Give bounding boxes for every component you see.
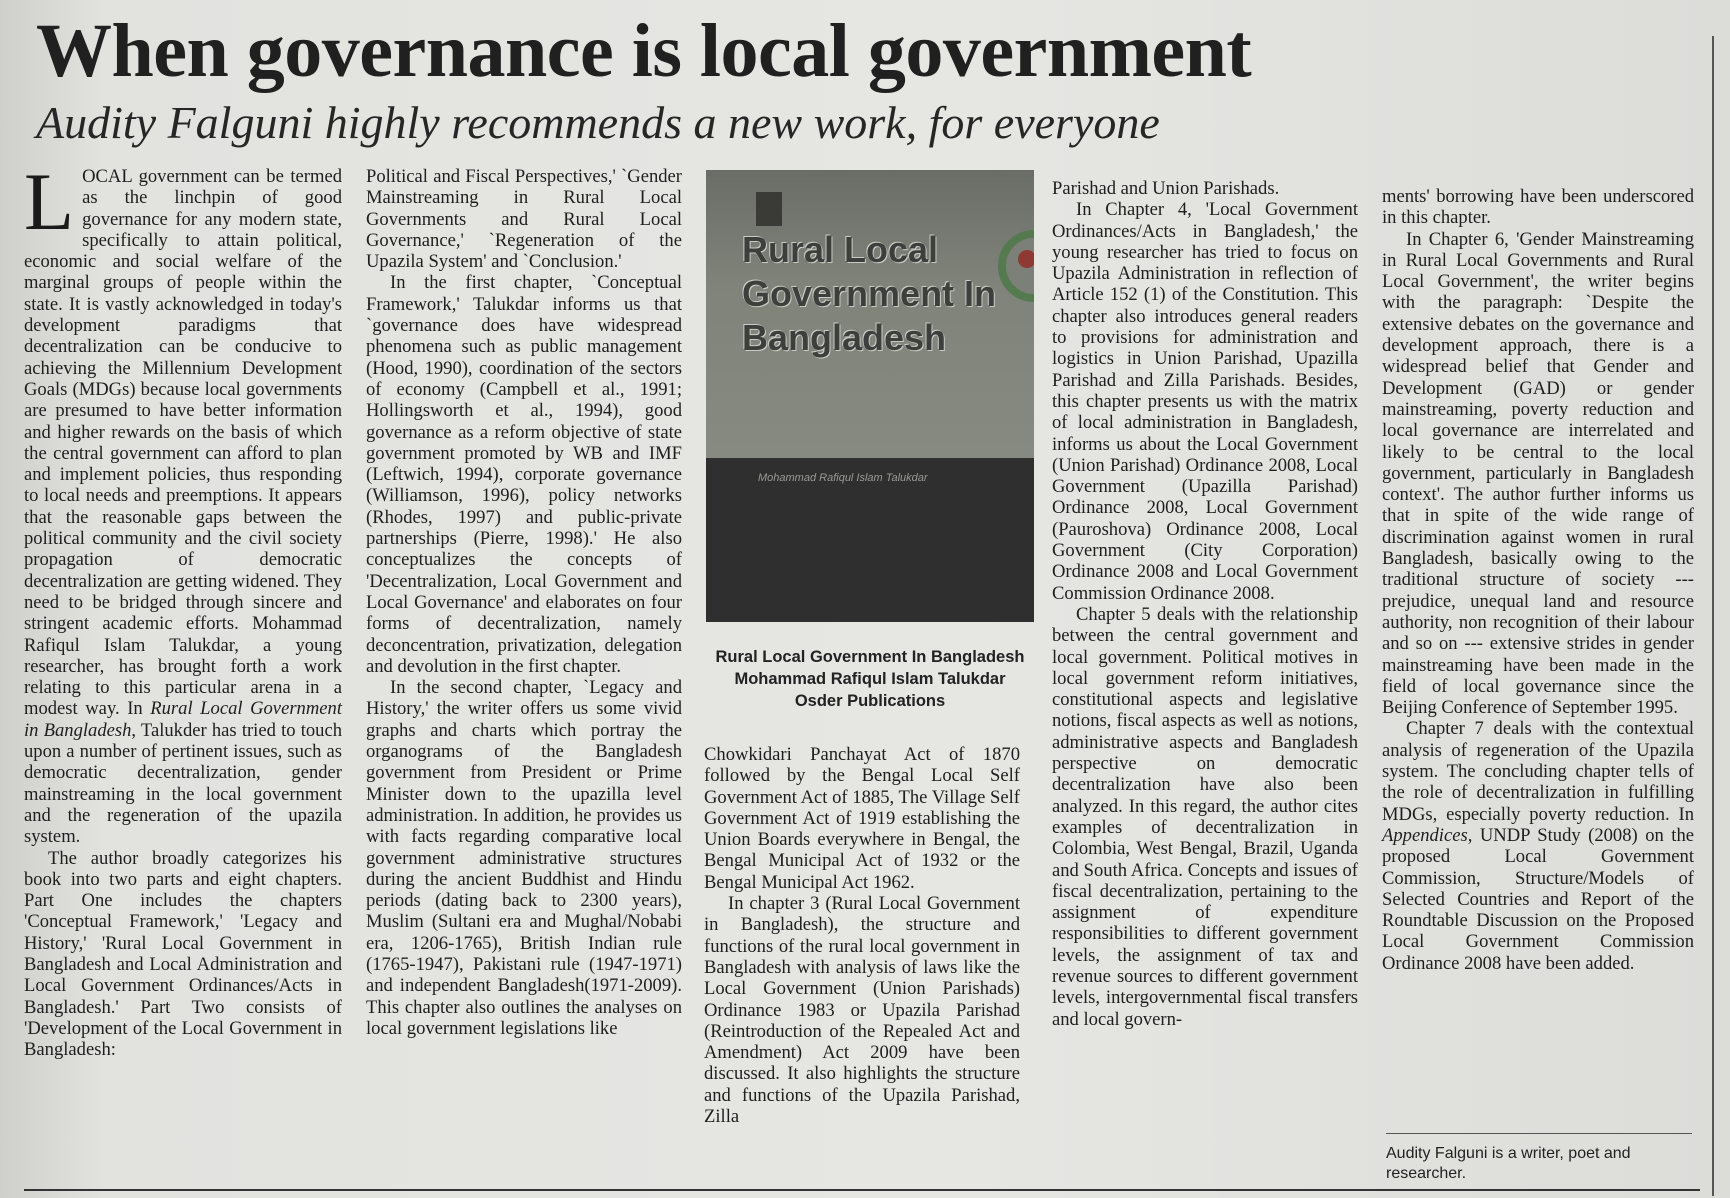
- bottom-rule: [24, 1189, 1700, 1191]
- appendices-italic: Appendices: [1382, 824, 1468, 846]
- author-bio: Audity Falguni is a writer, poet and researcher.: [1386, 1145, 1631, 1182]
- article-column-1: [24, 156, 342, 1061]
- paragraph: In Chapter 4, 'Local Government Ordinances/Acts in Bangladesh,' the young researcher has tried to focus on Upazila Administration in reflection of Article 152 (1) of the Constitution. This chapter also introduces general readers to provisions for administration and logistics in Union Parishad, Upazilla Parishad and Zilla Parishads. Besides, this chapter presents us with the matrix of local administration in Bangladesh, informs us about the Local Government (Union Parishad) Ordinance 2008, Local Government (Upazilla Parishad) Ordinance 2008, Local Government (Pauroshova) Ordinance 2008, Local Government (City Corporation) Ordinance 2008 and Local Government Commission Ordinance 2008.: [1052, 199, 1358, 604]
- right-rule: [1712, 36, 1714, 1196]
- paragraph: The author broadly categorizes his book into two parts and eight chapters. Part One includes the chapters 'Conceptual Framework,' 'Legacy and History,' 'Rural Local Government in Bangladesh and Local Administration and Local Government Ordinances/Acts in Bangladesh.' Part Two consists of 'Development of the Local Government in Bangladesh:: [24, 847, 342, 1061]
- article-column-4: [1052, 178, 1358, 1030]
- publisher-logo: [756, 192, 782, 226]
- paragraph: In the first chapter, `Conceptual Framework,' Talukdar informs us that `governance does have widespread phenomena such as public management (Hood, 1990), coordination of the sectors of economy (Campbell et al., 1991; Hollingsworth et al., 1994), good governance as a reform objective of state government promoted by WB and IMF (Leftwich, 1994), corporate governance (Williamson, 1996), policy networks (Rhodes, 1997) and public-private partnerships (Pierre, 1998).' He also conceptualizes the concepts of 'Decentralization, Local Government and Local Governance' and elaborates on four forms of decentralization, namely deconcentration, privatization, delegation and devolution in the first chapter.: [366, 272, 682, 677]
- book-title-italic: Rural Local Government in Bangladesh: [24, 698, 342, 741]
- paragraph: Chapter 5 deals with the relationship between the central government and local government. Political motives in local government reform initiatives, constitutional aspects and legislative notions, fiscal aspects as well as notions, administrative aspects and Bangladesh perspective on democratic decentralization have also been analyzed. In this regard, the author cites examples of decentralization in Colombia, West Bengal, Brazil, Uganda and South Africa. Concepts and issues of fiscal decentralization, pertaining to the assignment of expenditure responsibilities to different government levels, the assignment of tax and revenue sources to different government levels, intergovernmental fiscal transfers and local govern-: [1052, 603, 1358, 1030]
- caption-publisher: Osder Publications: [794, 692, 946, 710]
- paragraph: In the second chapter, `Legacy and History,' the writer offers us some vivid graphs and charts which portray the organograms of the Bangladesh government from President or Prime Minister down to the upazilla level administration. In addition, he provides us with facts regarding comparative local government administrative structures during the ancient Buddhist and Hindu periods (dating back to 2300 years), Muslim (Sultani era and Mughal/Nobabi era, 1206-1765), British Indian rule (1765-1947), Pakistani rule (1947-1971) and independent Bangladesh(1971-2009). This chapter also outlines the analyses on local government legislations like: [366, 677, 682, 1039]
- article-column-3: [704, 744, 1020, 1127]
- book-caption: [706, 646, 1034, 712]
- cover-title: Rural Local Government In Bangladesh: [742, 229, 997, 358]
- paragraph: ments' borrowing have been underscored in this chapter.: [1382, 186, 1694, 229]
- paragraph: In chapter 3 (Rural Local Government in Bangladesh), the structure and functions of the rural local government in Bangladesh with analysis of laws like the Local Government (Union Parishads) Ordinance 1983 or Upazila Parishad (Reintroduction of the Repealed Act and Amendment) Act 2009 have been discussed. It also highlights the structure and functions of the Upazila Parishad, Zilla: [704, 893, 1020, 1128]
- caption-author: Mohammad Rafiqul Islam Talukdar: [734, 670, 1006, 688]
- cover-author: Mohammad Rafiqul Islam Talukdar: [758, 472, 928, 484]
- paragraph: In Chapter 6, 'Gender Mainstreaming in Rural Local Governments and Rural Local Government', the writer begins with the paragraph: `Despite the extensive debates on the governance and development approach, there is a widespread belief that Gender and Development (GAD) or gender mainstreaming, poverty reduction and local governance are interrelated and likely to be central to the local government, particularly in Bangladesh context'. The author further informs us that in spite of the wide range of discrimination against women in rural Bangladesh, basically owing to the traditional structure of society --- prejudice, unequal land and resource authority, non recognition of their labour and so on --- extensive strides in gender mainstreaming have been made in the field of local governance since the Beijing Conference of September 1995.: [1382, 228, 1694, 719]
- paragraph: Political and Fiscal Perspectives,' `Gender Mainstreaming in Rural Local Governments and Rural Local Governance,' `Regeneration of the Upazila System' and `Conclusion.': [366, 166, 682, 273]
- bio-divider: [1386, 1133, 1692, 1134]
- paragraph: LOCAL government can be termed as the linchpin of good governance for any modern state, specifically to attain political, economic and social welfare of the marginal groups of people within the state. It is vastly acknowledged in today's development paradigms that decentralization can be conducive to achieving the Millennium Development Goals (MDGs) because local governments are presumed to have better information and higher rewards on the basis of which the central government can afford to plan and implement policies, thus responding to local needs and preemptions. It appears that the reasonable gaps between the political community and the civil society propagation of democratic decentralization are getting widened. They need to be bridged through sincere and stringent academic efforts. Mohammad Rafiqul Islam Talukdar, a young researcher, has brought forth a work relating to this particular arena in a modest way. In Rural Local Government in Bangladesh, Talukder has tried to touch upon a number of pertinent issues, such as democratic decentralization, gender mainstreaming in the local government and the regeneration of the upazila system.: [24, 156, 342, 848]
- book-cover-image: [706, 170, 1034, 622]
- subheadline: Audity Falguni highly recommends a new work, for everyone: [36, 97, 1160, 148]
- paragraph: Parishad and Union Parishads.: [1052, 178, 1280, 199]
- drop-cap: L: [24, 156, 75, 247]
- article-column-2: [366, 166, 682, 1039]
- paragraph: Chowkidari Panchayat Act of 1870 followed by the Bengal Local Self Government Act of 1885, The Village Self Government Act of 1919 establishing the Union Boards everywhere in Bengal, the Bengal Municipal Act of 1932 or the Bengal Municipal Act 1962.: [704, 744, 1020, 893]
- article-column-5: [1382, 186, 1694, 974]
- headline: When governance is local government: [36, 9, 1252, 93]
- paragraph: Chapter 7 deals with the contextual analysis of regeneration of the Upazila system. The concluding chapter tells of the role of decentralization in fulfilling MDGs, especially poverty reduction. In Appendices, UNDP Study (2008) on the proposed Local Government Commission, Structure/Models of Selected Countries and Report of the Roundtable Discussion on the Proposed Local Government Commission Ordinance 2008 have been added.: [1382, 718, 1694, 974]
- caption-title: Rural Local Government In Bangladesh: [715, 648, 1025, 666]
